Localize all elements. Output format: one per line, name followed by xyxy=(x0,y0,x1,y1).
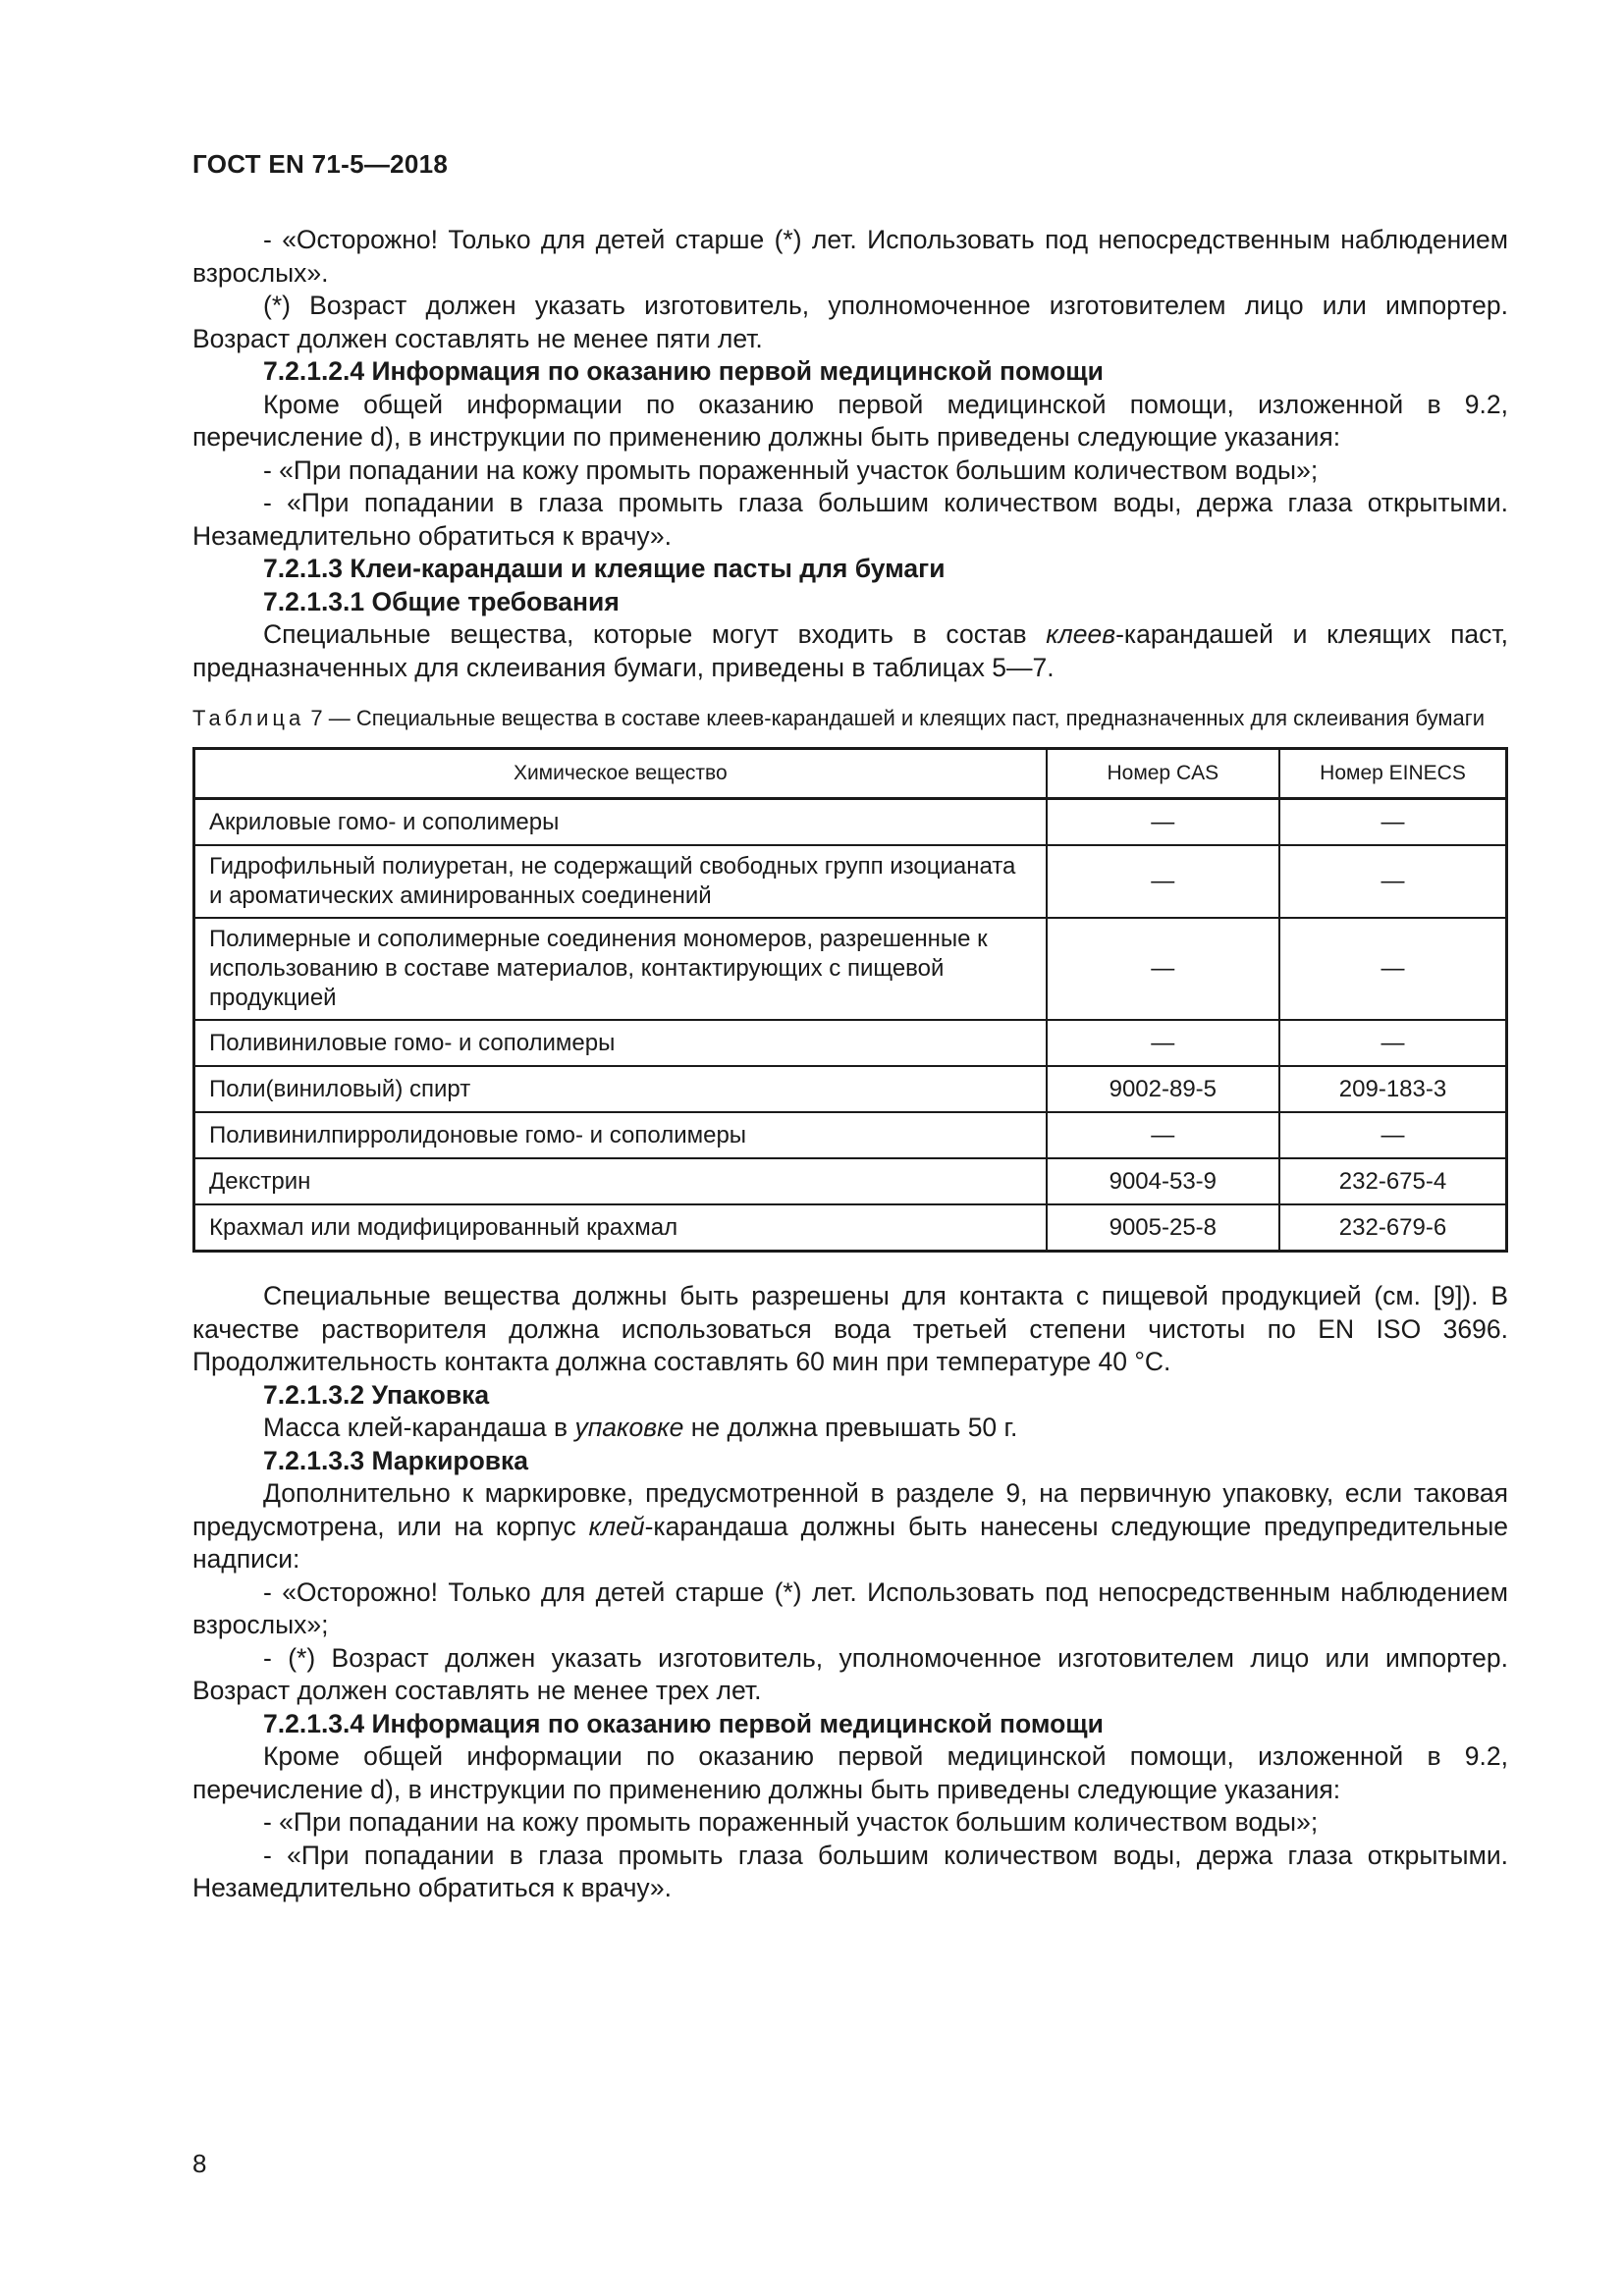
cas-cell: — xyxy=(1047,799,1279,846)
text-span: -карандаша должны быть нанесены следующие предупредительные надписи: xyxy=(192,1511,1508,1574)
substance-cell: Акриловые гомо- и сополимеры xyxy=(194,799,1047,846)
page-number: 8 xyxy=(192,2149,207,2178)
paragraph xyxy=(192,1412,1508,1445)
cas-cell: — xyxy=(1047,918,1279,1020)
list-item: - «При попадании на кожу промыть пораженный участок большим количеством воды»; xyxy=(263,1807,1319,1837)
substance-cell: Поливинилпирролидоновые гомо- и сополимеры xyxy=(194,1112,1047,1158)
table-row xyxy=(194,1158,1507,1204)
einecs-cell: 232-679-6 xyxy=(1279,1204,1506,1252)
einecs-cell: 209-183-3 xyxy=(1279,1066,1506,1112)
substance-cell: Гидрофильный полиуретан, не содержащий свободных групп изоцианата и ароматических аминированных соединений xyxy=(194,845,1047,918)
section-heading: 7.2.1.3.4 Информация по оказанию первой медицинской помощи xyxy=(263,1708,1104,1738)
table-row xyxy=(194,799,1507,846)
paragraph: Кроме общей информации по оказанию первой медицинской помощи, изложенной в 9.2, перечисление d), в инструкции по применению должны быть приведены следующие указания: xyxy=(192,1741,1508,1804)
list-item: - «Осторожно! Только для детей старше (*) лет. Использовать под непосредственным наблюдением взрослых»; xyxy=(192,1576,1508,1639)
section-heading: 7.2.1.3.1 Общие требования xyxy=(263,586,620,616)
section-heading: 7.2.1.2.4 Информация по оказанию первой медицинской помощи xyxy=(263,356,1104,386)
table-row xyxy=(194,918,1507,1020)
einecs-cell: 232-675-4 xyxy=(1279,1158,1506,1204)
cas-cell: — xyxy=(1047,1020,1279,1066)
table-row xyxy=(194,1020,1507,1066)
table-caption-text: 7 — Специальные вещества в составе клеев-карандашей и клеящих паст, предназначенных для склеивания бумаги xyxy=(304,706,1486,730)
cas-cell: — xyxy=(1047,845,1279,918)
substance-cell: Крахмал или модифицированный крахмал xyxy=(194,1204,1047,1252)
column-header: Химическое вещество xyxy=(194,749,1047,799)
emphasis-text: клей xyxy=(588,1511,645,1541)
column-header: Номер EINECS xyxy=(1279,749,1506,799)
chemical-substances-table xyxy=(192,747,1508,1253)
table-header-row xyxy=(194,749,1507,799)
paragraph: (*) Возраст должен указать изготовитель, уполномоченное изготовителем лицо или импортер. Возраст должен составлять не менее пяти лет. xyxy=(192,291,1508,353)
cas-cell: — xyxy=(1047,1112,1279,1158)
emphasis-text: клеев xyxy=(1046,619,1116,649)
section-heading: 7.2.1.3 Клеи-карандаши и клеящие пасты для бумаги xyxy=(263,554,946,583)
text-span: Дополнительно к маркировке, предусмотренной в разделе 9, на первичную упаковку, если таковая предусмотрена, или на корпус xyxy=(192,1478,1508,1541)
table-row xyxy=(194,1066,1507,1112)
column-header: Номер CAS xyxy=(1047,749,1279,799)
table-caption xyxy=(192,704,1508,733)
paragraph xyxy=(192,618,1508,684)
einecs-cell: — xyxy=(1279,799,1506,846)
table-caption-label: Таблица xyxy=(192,706,305,730)
substance-cell: Поливиниловые гомо- и сополимеры xyxy=(194,1020,1047,1066)
cas-cell: 9004-53-9 xyxy=(1047,1158,1279,1204)
einecs-cell: — xyxy=(1279,845,1506,918)
document-body xyxy=(192,224,1508,1905)
section-heading: 7.2.1.3.3 Маркировка xyxy=(263,1445,529,1475)
einecs-cell: — xyxy=(1279,918,1506,1020)
table-row xyxy=(194,1204,1507,1252)
paragraph: Кроме общей информации по оказанию первой медицинской помощи, изложенной в 9.2, перечисление d), в инструкции по применению должны быть приведены следующие указания: xyxy=(192,389,1508,452)
paragraph xyxy=(192,1477,1508,1576)
emphasis-text: упаковке xyxy=(574,1413,684,1442)
text-span: не должна превышать 50 г. xyxy=(683,1413,1018,1442)
einecs-cell: — xyxy=(1279,1020,1506,1066)
section-heading: 7.2.1.3.2 Упаковка xyxy=(263,1379,490,1410)
text-span: Масса клей-карандаша в xyxy=(263,1413,575,1442)
paragraph: Специальные вещества должны быть разрешены для контакта с пищевой продукцией (см. [9]). В качестве растворителя должна использоваться вода третьей степени чистоты по EN ISO 3696. Продолжительность контакта должна составлять 60 мин при температуре 40 °С. xyxy=(192,1281,1508,1376)
substance-cell: Декстрин xyxy=(194,1158,1047,1204)
list-item: - (*) Возраст должен указать изготовитель, уполномоченное изготовителем лицо или импортер. Возраст должен составлять не менее трех лет. xyxy=(192,1642,1508,1705)
substance-cell: Полимерные и сополимерные соединения мономеров, разрешенные к использованию в составе материалов, контактирующих с пищевой продукцией xyxy=(194,918,1047,1020)
table-row xyxy=(194,845,1507,918)
cas-cell: 9005-25-8 xyxy=(1047,1204,1279,1252)
einecs-cell: — xyxy=(1279,1112,1506,1158)
text-span: -карандашей и клеящих паст, предназначенных для склеивания бумаги, приведены в таблицах 5—7. xyxy=(192,619,1508,682)
substance-cell: Поли(виниловый) спирт xyxy=(194,1066,1047,1112)
text-span: Специальные вещества, которые могут входить в состав xyxy=(263,619,1047,649)
paragraph: - «Осторожно! Только для детей старше (*) лет. Использовать под непосредственным наблюдением взрослых». xyxy=(192,225,1508,288)
cas-cell: 9002-89-5 xyxy=(1047,1066,1279,1112)
list-item: - «При попадании в глаза промыть глаза большим количеством воды, держа глаза открытыми. Незамедлительно обратиться к врачу». xyxy=(192,488,1508,551)
list-item: - «При попадании на кожу промыть пораженный участок большим количеством воды»; xyxy=(263,454,1319,485)
list-item: - «При попадании в глаза промыть глаза большим количеством воды, держа глаза открытыми. Незамедлительно обратиться к врачу». xyxy=(192,1840,1508,1902)
document-code: ГОСТ EN 71-5—2018 xyxy=(192,149,449,179)
table-row xyxy=(194,1112,1507,1158)
